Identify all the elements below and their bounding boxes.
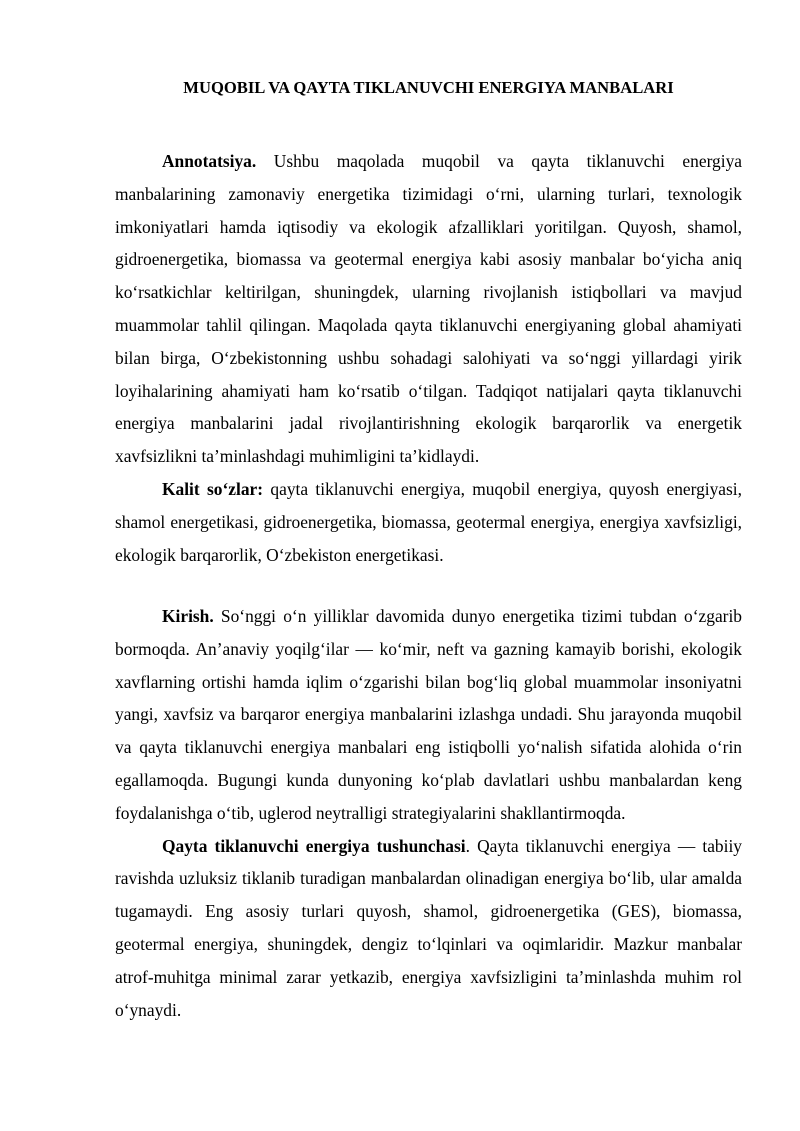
introduction-section xyxy=(115,600,742,1026)
abstract-section xyxy=(115,145,742,571)
document-title: MUQOBIL VA QAYTA TIKLANUVCHI ENERGIYA MANBALARI xyxy=(183,78,674,97)
abstract-text: Ushbu maqolada muqobil va qayta tiklanuvchi energiya manbalarining zamonaviy energetika tizimidagi o‘rni, ularning turlari, texnologik imkoniyatlari hamda iqtisodiy va ekologik afzalliklari yoritilgan. Quyosh, shamol, gidroenergetika, biomassa va geotermal energiya kabi asosiy manbalar bo‘yicha aniq ko‘rsatkichlar keltirilgan, shuningdek, ularning rivojlanish istiqbollari va mavjud muammolar tahlil qilingan. Maqolada qayta tiklanuvchi energiyaning global ahamiyati bilan birga, O‘zbekistonning ushbu sohadagi salohiyati va so‘nggi yillardagi yirik loyihalarining ahamiyati ham ko‘rsatib o‘tilgan. Tadqiqot natijalari qayta tiklanuvchi energiya manbalarini jadal rivojlantirishning ekologik barqarorlik va energetik xavfsizlikni ta’minlashdagi muhimligini ta’kidlaydi. xyxy=(115,151,742,467)
keywords-paragraph xyxy=(115,473,742,571)
introduction-paragraph xyxy=(115,600,742,830)
introduction-label: Kirish. xyxy=(162,606,214,626)
introduction-text: So‘nggi o‘n yilliklar davomida dunyo energetika tizimi tubdan o‘zgarib bormoqda. An’anaviy yoqilg‘ilar — ko‘mir, neft va gazning kamayib borishi, ekologik xavflarning ortishi hamda iqlim o‘zgarishi bilan bog‘liq global muammolar insoniyatni yangi, xavfsiz va barqaror energiya manbalarini izlashga undadi. Shu jarayonda muqobil va qayta tiklanuvchi energiya manbalari eng istiqbolli yo‘nalish sifatida alohida o‘rin egallamoqda. Bugungi kunda dunyoning ko‘plab davlatlari ushbu manbalardan keng foydalanishga o‘tib, uglerod neytralligi strategiyalarini shakllantirmoqda. xyxy=(115,606,742,823)
keywords-text: qayta tiklanuvchi energiya, muqobil energiya, quyosh energiyasi, shamol energetikasi, gidroenergetika, biomassa, geotermal energiya, energiya xavfsizligi, ekologik barqarorlik, O‘zbekiston energetikasi. xyxy=(115,478,742,565)
concept-paragraph xyxy=(115,830,742,1027)
concept-text: . Qayta tiklanuvchi energiya — tabiiy ravishda uzluksiz tiklanib turadigan manbalardan olinadigan energiya bo‘lib, ular amalda tugamaydi. Eng asosiy turlari quyosh, shamol, gidroenergetika (GES), biomassa, geotermal energiya, shuningdek, dengiz to‘lqinlari va oqimlaridir. Mazkur manbalar atrof-muhitga minimal zarar yetkazib, energiya xavfsizligini ta’minlashda muhim rol o‘ynaydi. xyxy=(115,835,742,1020)
keywords-label: Kalit so‘zlar: xyxy=(162,478,264,499)
abstract-label: Annotatsiya. xyxy=(162,151,257,171)
abstract-paragraph xyxy=(115,145,742,473)
concept-label: Qayta tiklanuvchi energiya tushunchasi xyxy=(162,835,466,856)
